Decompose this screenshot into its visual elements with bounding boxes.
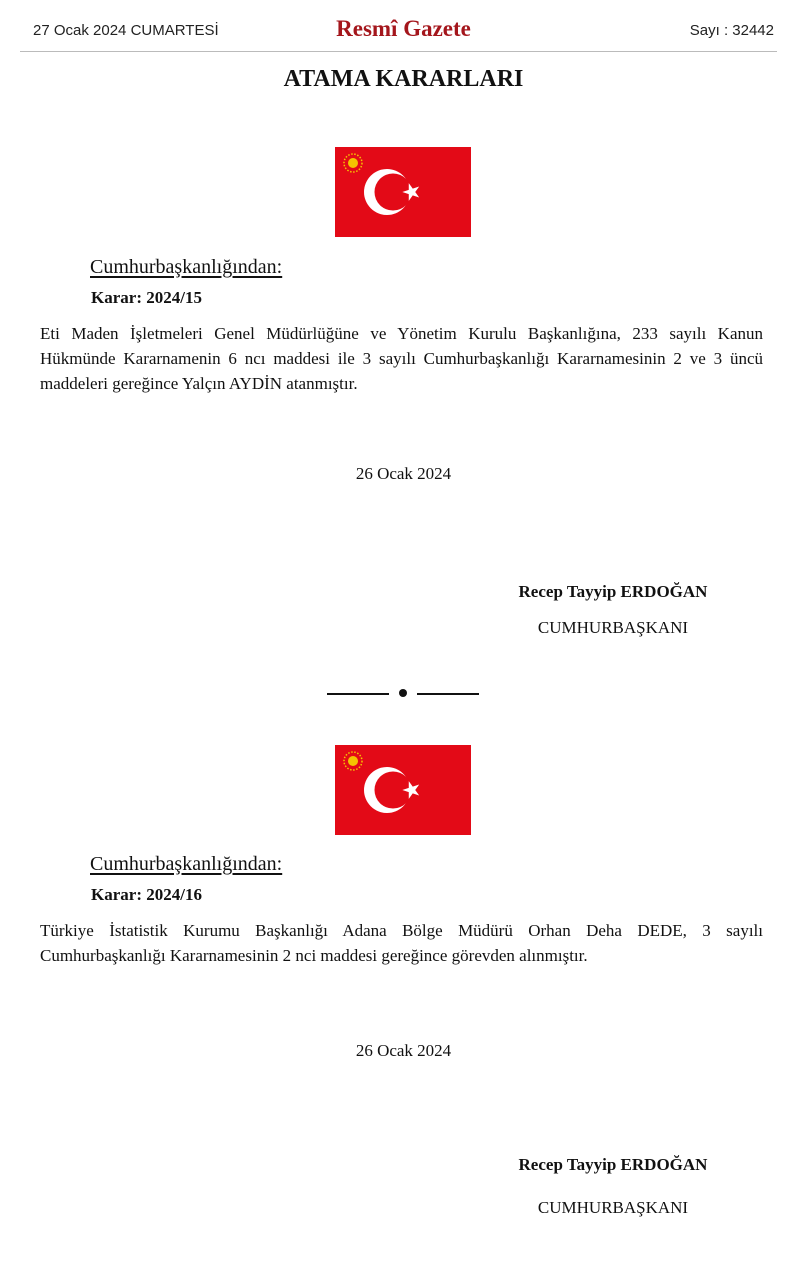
gazette-date: 27 Ocak 2024 CUMARTESİ [33, 22, 219, 39]
separator-dot [399, 689, 407, 697]
decision-number: Karar: 2024/16 [91, 885, 202, 904]
decision-body: Türkiye İstatistik Kurumu Başkanlığı Adana Bölge Müdürü Orhan Deha DEDE, 3 sayılı Cumhurbaşkanlığı Kararnamesinin 2 nci maddesi gereğince görevden alınmıştır. [40, 921, 763, 965]
separator-line-right [417, 693, 479, 695]
signatory-name: Recep Tayyip ERDOĞAN [518, 1155, 708, 1174]
header-divider [20, 51, 777, 52]
turkish-flag-icon [335, 147, 471, 237]
page-title: ATAMA KARARLARI [283, 66, 524, 92]
issue-number: Sayı : 32442 [689, 22, 774, 39]
publication-title: Resmî Gazete [336, 16, 471, 41]
signatory-title: CUMHURBAŞKANI [537, 1198, 689, 1217]
decision-body: Eti Maden İşletmeleri Genel Müdürlüğüne ve Yönetim Kurulu Başkanlığına, 233 sayılı Kanun Hükmünde Kararnamenin 6 ncı maddesi ile 3 sayılı Cumhurbaşkanlığı Kararnamesinin 2 ve 3 üncü maddeleri gereğince Yalçın AYDİN atanmıştır. [40, 324, 763, 393]
signatory-name: Recep Tayyip ERDOĞAN [518, 582, 708, 601]
section-separator [327, 686, 482, 700]
issuer-heading: Cumhurbaşkanlığından: [90, 853, 283, 875]
signatory-title: CUMHURBAŞKANI [537, 618, 689, 637]
turkish-flag-icon [335, 745, 471, 835]
decision-date: 26 Ocak 2024 [355, 1041, 452, 1060]
decision-number: Karar: 2024/15 [91, 288, 202, 307]
separator-line-left [327, 693, 389, 695]
decision-date: 26 Ocak 2024 [355, 464, 452, 483]
issuer-heading: Cumhurbaşkanlığından: [90, 256, 283, 278]
